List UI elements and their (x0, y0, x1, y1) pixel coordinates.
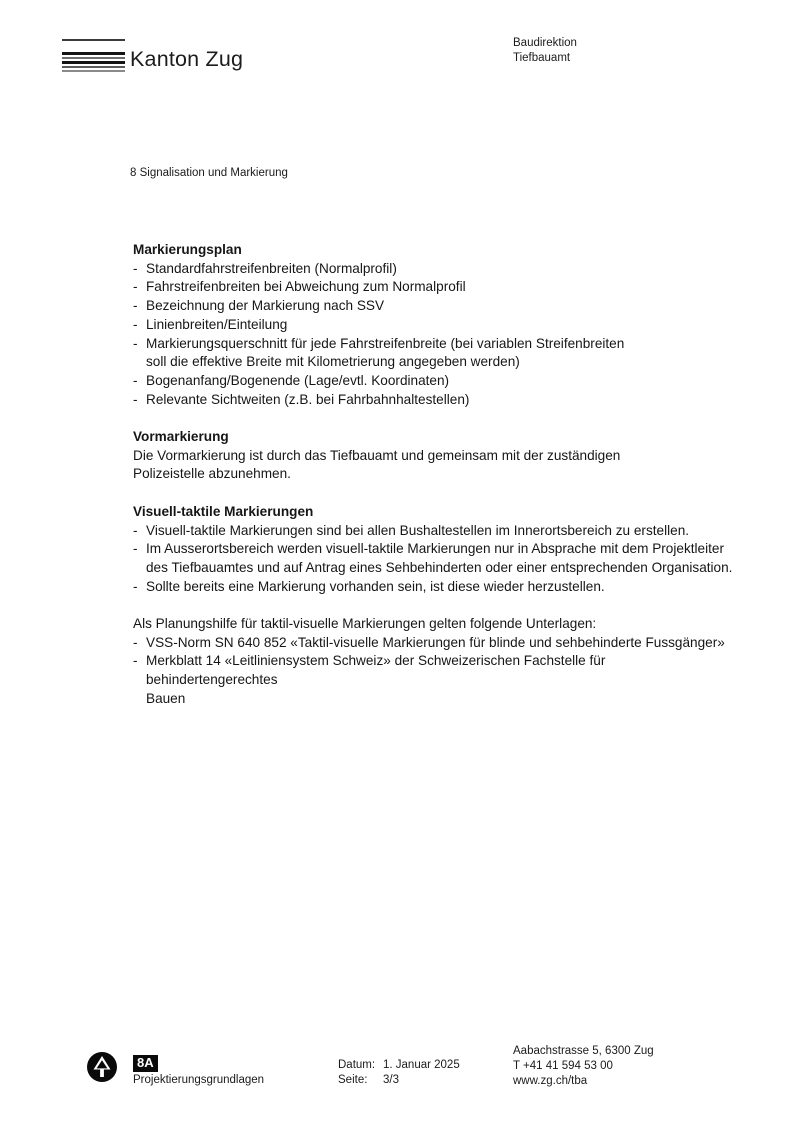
section-visuell-taktile-markierungen (133, 503, 739, 597)
bullet-marker: - (133, 578, 138, 594)
date-row (338, 1058, 460, 1073)
bullet-marker: - (133, 541, 138, 557)
bullet-marker: - (133, 298, 138, 314)
bullet-marker: - (133, 316, 138, 332)
list-item (133, 578, 739, 597)
list-item (133, 260, 739, 279)
bullet-marker: - (133, 260, 138, 276)
bullet-marker: - (133, 335, 138, 351)
bullet-marker: - (133, 634, 138, 650)
list-item (133, 278, 739, 297)
list-item-text: Bogenanfang/Bogenende (Lage/evtl. Koordinaten) (146, 372, 450, 388)
list-item-text: Sollte bereits eine Markierung vorhanden sein, ist diese wieder herzustellen. (146, 578, 605, 594)
bullet-marker: - (133, 391, 138, 407)
section-vormarkierung (133, 428, 739, 484)
list-item (133, 316, 739, 335)
section-markierungsplan (133, 241, 739, 409)
list-item-text: Linienbreiten/Einteilung (146, 316, 288, 332)
footer-address (513, 1044, 654, 1089)
page-row (338, 1073, 460, 1088)
address-website: www.zg.ch/tba (513, 1075, 588, 1087)
kanton-zug-stripes-logo (62, 39, 125, 72)
list-item-text: Merkblatt 14 «Leitliniensystem Schweiz» der Schweizerischen Fachstelle für behindertengerechtes (146, 653, 606, 688)
org-line-baudirektion: Baudirektion (513, 37, 577, 49)
org-block (513, 36, 577, 66)
date-label: Datum: (338, 1059, 376, 1071)
list-item-text: Relevante Sichtweiten (z.B. bei Fahrbahnhaltestellen) (146, 391, 470, 407)
list-item (133, 634, 739, 653)
address-street: Aabachstrasse 5, 6300 Zug (513, 1045, 654, 1057)
list-item (133, 522, 739, 541)
list-item-text: Visuell-taktile Markierungen sind bei allen Bushaltestellen im Innerortsbereich zu erstellen. (146, 522, 690, 538)
document-body (133, 241, 739, 709)
date-value: 1. Januar 2025 (383, 1059, 460, 1071)
list-item-text: Fahrstreifenbreiten bei Abweichung zum Normalprofil (146, 279, 466, 295)
paragraph-line: Polizeistelle abzunehmen. (133, 466, 291, 482)
chapter-header-line: 8 Signalisation und Markierung (130, 167, 288, 179)
bullet-marker: - (133, 522, 138, 538)
list-item-continuation: Bauen (146, 690, 186, 706)
list-item-text: Im Ausserortsbereich werden visuell-taktile Markierungen nur in Absprache mit dem Projektleiter (146, 541, 724, 557)
section-heading: Markierungsplan (133, 242, 242, 257)
section-heading: Vormarkierung (133, 429, 229, 445)
section-planungshilfe (133, 615, 739, 709)
chapter-badge: 8A (133, 1055, 158, 1072)
bullet-marker: - (133, 653, 138, 669)
page-label: Seite: (338, 1074, 368, 1086)
address-phone: T +41 41 594 53 00 (513, 1060, 613, 1072)
chapter-title: Projektierungsgrundlagen (133, 1074, 265, 1086)
list-item (133, 652, 739, 689)
list-item (133, 540, 739, 559)
page-value: 3/3 (383, 1074, 399, 1086)
kanton-zug-wordmark: Kanton Zug (130, 47, 244, 71)
list-item-text: VSS-Norm SN 640 852 «Taktil-visuelle Markierungen für blinde und sehbehinderte Fussgänger» (146, 634, 725, 650)
section-intro: Als Planungshilfe für taktil-visuelle Markierungen gelten folgende Unterlagen: (133, 616, 597, 632)
list-item (133, 391, 739, 410)
list-item-continuation: soll die effektive Breite mit Kilometrierung angegeben werden) (146, 354, 520, 370)
section-heading: Visuell-taktile Markierungen (133, 503, 314, 519)
paragraph-line: Die Vormarkierung ist durch das Tiefbauamt und gemeinsam mit der zuständigen (133, 447, 621, 463)
arrow-up-circle-icon (87, 1052, 117, 1082)
list-item (133, 372, 739, 391)
list-item-text: Markierungsquerschnitt für jede Fahrstreifenbreite (bei variablen Streifenbreiten (146, 335, 625, 351)
footer-meta (338, 1058, 460, 1088)
list-item-continuation: des Tiefbauamtes und auf Antrag eines Sehbehinderten oder einer entsprechenden Organisation. (146, 559, 733, 575)
list-item (133, 297, 739, 316)
list-item (133, 335, 739, 354)
org-line-tiefbauamt: Tiefbauamt (513, 52, 571, 64)
bullet-marker: - (133, 279, 138, 295)
list-item-text: Bezeichnung der Markierung nach SSV (146, 298, 385, 314)
list-item-text: Standardfahrstreifenbreiten (Normalprofil) (146, 260, 397, 276)
bullet-marker: - (133, 372, 138, 388)
